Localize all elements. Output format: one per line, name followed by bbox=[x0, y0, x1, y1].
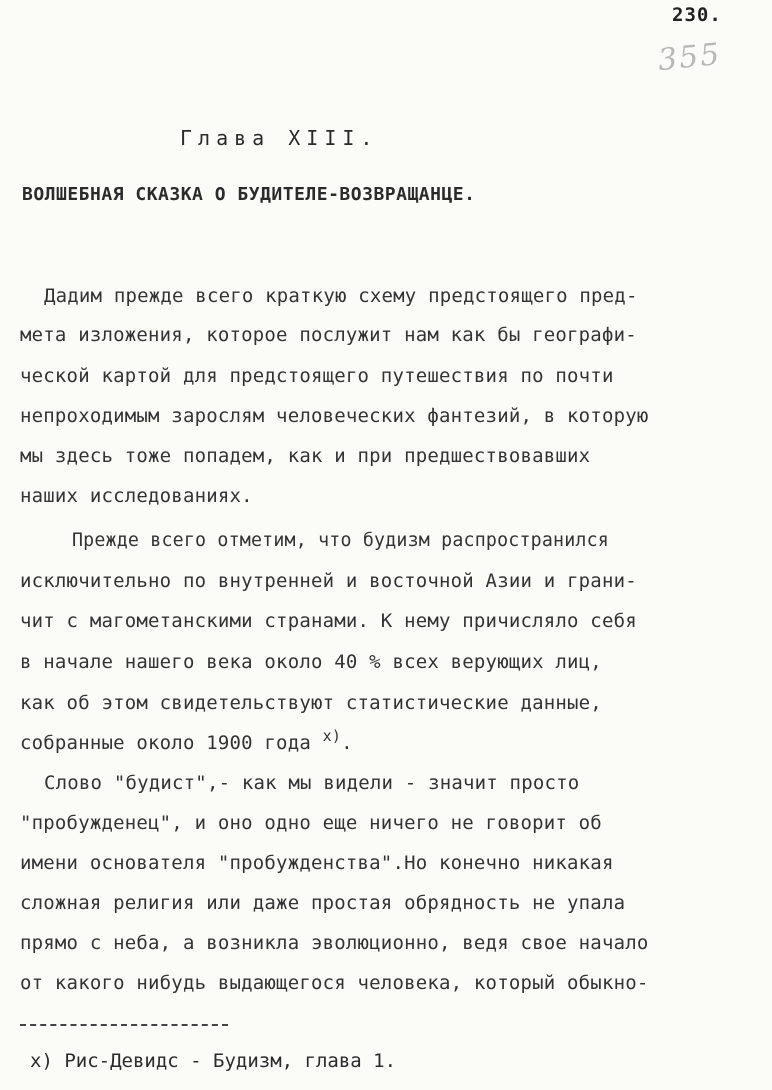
text-line: имени основателя "пробужденства".Но конечно никакая bbox=[20, 852, 614, 874]
text-line: Прежде всего отметим, что будизм распространился bbox=[72, 529, 609, 551]
text-line: исключительно по внутренней и восточной Азии и грани- bbox=[20, 570, 637, 592]
text-line: сложная религия или даже простая обрядность не упала bbox=[20, 892, 626, 914]
text-line: от какого нибудь выдающегося человека, который обыкно- bbox=[20, 972, 649, 994]
sentence-end: . bbox=[341, 732, 353, 754]
text-line: непроходимым зарослям человеческих фантезий, в которую bbox=[20, 405, 649, 427]
text-line: мы здесь тоже попадем, как и при предшествовавших bbox=[20, 445, 591, 467]
handwritten-page-number: 355 bbox=[656, 36, 723, 79]
page-number: 230. bbox=[672, 4, 722, 26]
text-line-content: собранные около 1900 года bbox=[20, 732, 311, 754]
text-line: прямо с неба, а возникла эволюционно, ведя свое начало bbox=[20, 932, 649, 954]
text-line: как об этом свидетельствуют статистические данные, bbox=[20, 692, 602, 714]
footnote-divider bbox=[20, 1024, 228, 1026]
footnote: х) Рис-Девидс - Будизм, глава 1. bbox=[30, 1050, 397, 1072]
text-line: в начале нашего века около 40 % всех верующих лиц, bbox=[20, 651, 602, 673]
text-line: Слово "будист",- как мы видели - значит просто bbox=[44, 772, 580, 794]
footnote-reference: х) bbox=[322, 727, 342, 745]
text-line: мета изложения, которое послужит нам как бы географи- bbox=[20, 324, 637, 346]
text-line: Дадим прежде всего краткую схему предстоящего пред- bbox=[44, 285, 638, 307]
chapter-title: ВОЛШЕБНАЯ СКАЗКА О БУДИТЕЛЕ-ВОЗВРАЩАНЦЕ. bbox=[22, 184, 476, 205]
text-line: "пробужденец", и оно одно еще ничего не говорит об bbox=[20, 812, 602, 834]
text-line: чит с магометанскими странами. К нему причисляло себя bbox=[20, 610, 637, 632]
chapter-heading: Глава XIII. bbox=[180, 126, 379, 150]
text-line: наших исследованиях. bbox=[20, 485, 253, 507]
text-line bbox=[20, 727, 740, 754]
text-line: ческой картой для предстоящего путешествия по почти bbox=[20, 365, 614, 387]
